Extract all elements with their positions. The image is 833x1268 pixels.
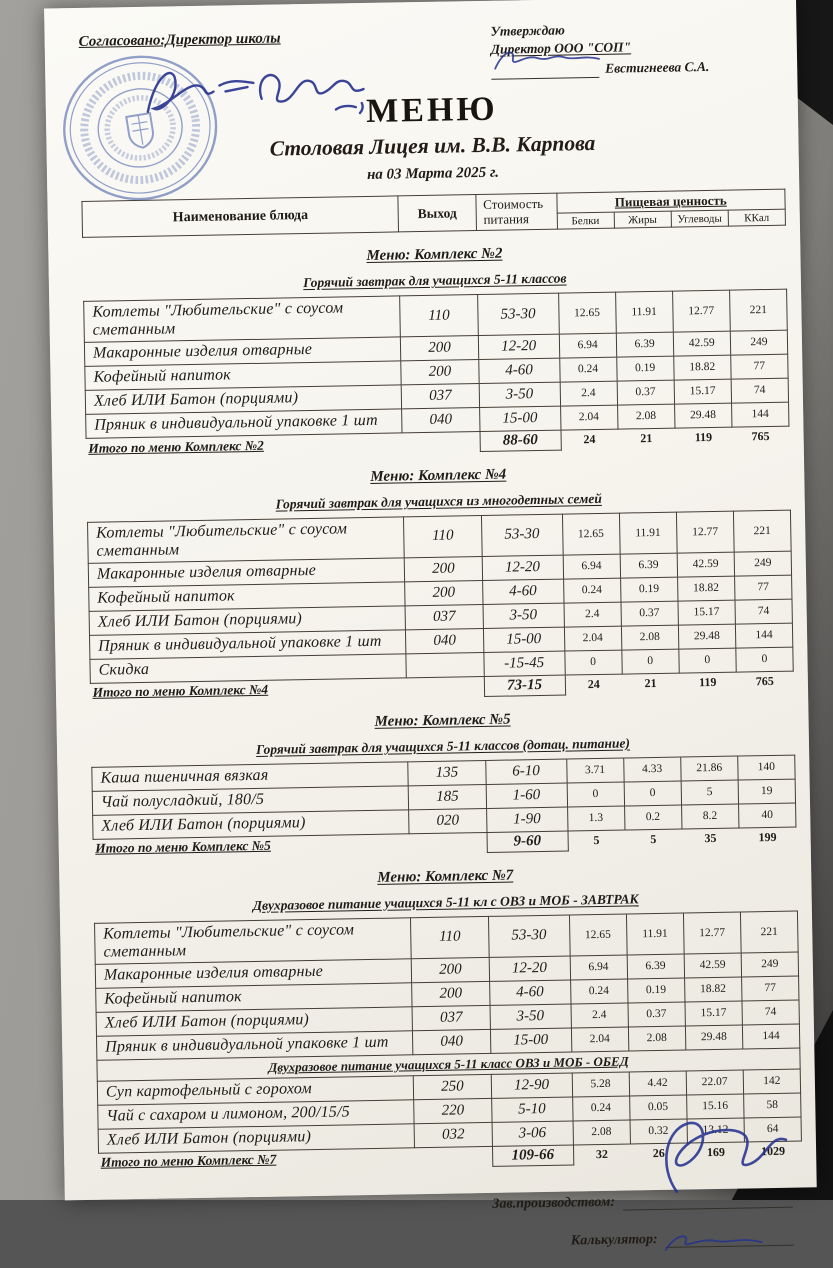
cell-value: 037	[405, 604, 483, 629]
cell-value: 144	[742, 1024, 800, 1049]
cell-value	[406, 652, 484, 677]
menu-sections	[82, 241, 802, 1174]
cell-value: 2.08	[621, 625, 679, 650]
total-carbs: 35	[704, 830, 717, 846]
cell-value: 12.77	[672, 290, 730, 332]
cell-value: 12.77	[676, 511, 734, 553]
section-title: Меню: Комплекс №5	[374, 711, 511, 730]
cell-value: 185	[409, 784, 487, 809]
total-cost: 73-15	[484, 675, 565, 696]
cell-value: 15-00	[483, 627, 564, 652]
cell-value: 3-50	[483, 603, 564, 628]
cell-value: 15.16	[686, 1094, 744, 1119]
cell-value: 22.07	[686, 1070, 744, 1095]
cell-value: 74	[742, 1000, 800, 1025]
col-protein-header: Белки	[557, 212, 614, 229]
total-kcal: 1029	[760, 1143, 786, 1159]
total-carbs: 119	[698, 674, 717, 690]
production-manager-signature	[647, 1103, 799, 1206]
cell-value: 221	[733, 510, 791, 552]
cell-value: 58	[743, 1093, 801, 1118]
total-cost: 9-60	[487, 831, 568, 852]
dish-name: Кофейный напиток	[85, 361, 402, 391]
cell-value: 2.4	[564, 602, 622, 627]
approver-signature	[489, 41, 610, 79]
total-fat: 5	[650, 831, 657, 847]
cell-value: 4-60	[489, 980, 570, 1005]
cell-value: 2.4	[571, 1003, 629, 1028]
school-director-signature	[137, 53, 378, 132]
group-subtitle: Двухразовое питание учащихся 5-11 класс ОВЗ и МОБ - ОБЕД	[97, 1048, 800, 1081]
cell-value: 77	[741, 976, 799, 1001]
cell-value: 18.82	[684, 977, 742, 1002]
total-protein: 32	[595, 1146, 609, 1161]
dish-name: Хлеб ИЛИ Батон (порциями)	[89, 606, 406, 636]
dish-name: Макаронные изделия отварные	[84, 337, 401, 367]
cell-value: 15-00	[490, 1028, 571, 1053]
group-subtitle: Горячий завтрак для учащихся 5-11 классов (дотац. питание)	[255, 735, 631, 757]
cell-value: 020	[409, 808, 487, 833]
menu-section	[86, 462, 794, 704]
dish-name: Хлеб ИЛИ Батон (порциями)	[98, 1123, 415, 1153]
total-protein: 5	[593, 832, 600, 848]
total-cost: 109-66	[492, 1145, 573, 1166]
total-protein: 24	[583, 432, 596, 447]
cell-value: 0	[736, 647, 794, 672]
calculator-signature	[659, 1226, 770, 1258]
cell-value: 200	[401, 335, 479, 360]
cell-value: 42.59	[677, 552, 735, 577]
total-label: Итого по меню Комплекс №4	[92, 682, 269, 701]
total-fat: 26	[652, 1145, 665, 1160]
cell-value: 11.91	[619, 512, 677, 554]
cell-value: 15-00	[479, 406, 560, 431]
cell-value: 6.94	[563, 554, 621, 579]
cell-value: 29.48	[678, 624, 736, 649]
cell-value: 0	[564, 650, 622, 675]
cell-value: 0.19	[627, 978, 685, 1003]
cell-value: 40	[738, 803, 796, 828]
cell-value: 200	[401, 359, 479, 384]
cell-value: 0	[567, 782, 625, 807]
menu-table	[83, 289, 790, 459]
cell-value: 42.59	[673, 331, 731, 356]
cell-value: 18.82	[677, 576, 735, 601]
menu-section	[82, 241, 789, 459]
cell-value: -15-45	[484, 651, 565, 676]
cell-value: 12-20	[482, 555, 563, 580]
total-label: Итого по меню Комплекс №7	[100, 1151, 277, 1171]
cell-value: 12-20	[478, 334, 559, 359]
total-spacer	[409, 832, 487, 853]
cell-value: 18.82	[673, 355, 731, 380]
cell-value: 4-60	[482, 579, 563, 604]
cell-value: 0	[624, 781, 682, 806]
cell-value: 2.4	[560, 381, 618, 406]
cell-value: 200	[412, 957, 490, 982]
col-carbs-header: Углеводы	[671, 210, 728, 227]
agreed-label: Согласовано:Директор школы	[78, 30, 281, 50]
cell-value: 037	[412, 1005, 490, 1030]
cell-value: 12-20	[489, 956, 570, 981]
cell-value: 15.17	[685, 1001, 743, 1026]
cell-value: 6.39	[616, 332, 674, 357]
cell-value: 200	[405, 580, 483, 605]
cell-value: 200	[412, 981, 490, 1006]
col-kcal-header: ККал	[728, 209, 785, 226]
cell-value: 0	[679, 648, 737, 673]
cell-value: 1.3	[567, 806, 625, 831]
menu-table	[91, 754, 797, 859]
cell-value: 2.04	[560, 405, 618, 430]
col-output-header: Выход	[398, 195, 476, 232]
cell-value: 77	[731, 354, 789, 379]
total-spacer	[415, 1146, 493, 1167]
cell-value: 037	[402, 383, 480, 408]
cell-value: 4-60	[478, 358, 559, 383]
dish-name: Макаронные изделия отварные	[88, 558, 405, 588]
cell-value: 74	[735, 599, 793, 624]
dish-name: Хлеб ИЛИ Батон (порциями)	[85, 385, 402, 415]
total-cost: 88-60	[480, 430, 561, 451]
total-spacer	[402, 431, 480, 452]
menu-section	[90, 706, 796, 859]
cell-value: 249	[734, 551, 792, 576]
cell-value: 12.77	[683, 912, 741, 954]
manager-label: Зав.производством:	[492, 1194, 616, 1212]
cell-value: 0.24	[563, 578, 621, 603]
cell-value: 2.08	[628, 1026, 686, 1051]
cell-value: 3-06	[492, 1121, 573, 1146]
cell-value: 53-30	[481, 514, 563, 556]
col-name-header: Наименование блюда	[82, 196, 399, 238]
menu-table	[87, 510, 794, 704]
cell-value: 110	[404, 515, 482, 557]
cell-value: 42.59	[684, 953, 742, 978]
cell-value: 4.33	[623, 757, 681, 782]
total-kcal: 765	[755, 673, 774, 689]
total-fat: 21	[640, 431, 653, 446]
total-fat: 21	[644, 675, 657, 691]
dish-name: Котлеты "Любительские" с соусом сметанным	[84, 296, 401, 342]
cell-value: 249	[741, 952, 799, 977]
cell-value: 74	[731, 378, 789, 403]
cell-value: 12.65	[569, 914, 627, 956]
footer-block	[99, 1191, 804, 1257]
cell-value: 21.86	[680, 756, 738, 781]
cell-value: 4.42	[629, 1071, 687, 1096]
cell-value: 13.12	[687, 1118, 745, 1143]
cell-value: 0.37	[628, 1002, 686, 1027]
cell-value: 0.19	[616, 356, 674, 381]
section-title: Меню: Комплекс №7	[377, 867, 514, 886]
total-carbs: 119	[694, 430, 713, 445]
dish-name: Пряник в индивидуальной упаковке 1 шт	[96, 1030, 413, 1060]
col-nutrition-header: Пищевая ценность	[556, 189, 785, 213]
cell-value: 221	[729, 289, 787, 331]
cell-value: 6.39	[627, 954, 685, 979]
cell-value: 12-90	[491, 1073, 572, 1098]
cell-value: 64	[744, 1117, 802, 1142]
group-subtitle: Горячий завтрак для учащихся 5-11 классов	[303, 270, 567, 291]
cell-value: 3.71	[566, 758, 624, 783]
calculator-label: Калькулятор:	[570, 1231, 658, 1249]
cell-value: 6.94	[570, 955, 628, 980]
cell-value: 29.48	[685, 1025, 743, 1050]
cell-value: 0.24	[572, 1096, 630, 1121]
cell-value: 0.37	[617, 380, 675, 405]
cell-value: 144	[731, 402, 789, 427]
cell-value: 0	[621, 649, 679, 674]
cell-value: 53-30	[477, 293, 559, 335]
cell-value: 144	[735, 623, 793, 648]
cell-value: 53-30	[488, 915, 570, 957]
cell-value: 249	[730, 330, 788, 355]
cell-value: 2.08	[617, 404, 675, 429]
cell-value: 0.24	[570, 979, 628, 1004]
cell-value: 142	[743, 1069, 801, 1094]
cell-value: 1-60	[486, 783, 567, 808]
doc-subtitle: Столовая Лицея им. В.В. Карпова	[269, 131, 596, 162]
cell-value: 0.19	[620, 577, 678, 602]
cell-value: 1-90	[486, 807, 567, 832]
cell-value: 11.91	[615, 291, 673, 333]
cell-value: 2.04	[571, 1027, 629, 1052]
cell-value: 110	[400, 295, 478, 337]
cell-value: 6-10	[485, 759, 566, 784]
menu-document	[44, 0, 817, 1249]
cell-value: 19	[738, 779, 796, 804]
cell-value: 2.08	[573, 1120, 631, 1145]
cell-value: 0.05	[629, 1095, 687, 1120]
group-subtitle: Горячий завтрак для учащихся из многодетных семей	[275, 490, 602, 512]
cell-value: 15.17	[678, 600, 736, 625]
cell-value: 032	[414, 1122, 492, 1147]
section-title: Меню: Комплекс №2	[366, 245, 503, 265]
dish-name: Суп картофельный с горохом	[97, 1075, 414, 1105]
dish-name: Кофейный напиток	[96, 982, 413, 1012]
dish-name: Кофейный напиток	[89, 582, 406, 612]
dish-name: Пряник в индивидуальной упаковке 1 шт	[89, 630, 406, 660]
dish-name: Котлеты "Любительские" с соусом сметанным	[88, 517, 405, 563]
cell-value: 29.48	[674, 403, 732, 428]
approve-word: Утверждаю	[490, 22, 565, 39]
cell-value: 220	[414, 1098, 492, 1123]
total-label: Итого по меню Комплекс №2	[88, 437, 264, 456]
cell-value: 200	[405, 556, 483, 581]
approver-name: Евстигнеева С.А.	[605, 59, 710, 76]
cell-value: 221	[740, 911, 798, 953]
dish-name: Макаронные изделия отварные	[95, 958, 412, 988]
cell-value: 12.65	[558, 292, 616, 334]
total-spacer	[407, 676, 485, 697]
col-fat-header: Жиры	[614, 211, 671, 228]
dish-name: Хлеб ИЛИ Батон (порциями)	[96, 1006, 413, 1036]
cell-value: 0.2	[624, 805, 682, 830]
total-carbs: 169	[706, 1144, 726, 1159]
cell-value: 140	[738, 755, 796, 780]
cell-value: 040	[402, 407, 480, 432]
cell-value: 040	[406, 628, 484, 653]
cell-value: 040	[413, 1029, 491, 1054]
approver-title: Директор ООО "СОП"	[490, 38, 632, 57]
total-label: Итого по меню Комплекс №5	[95, 838, 271, 857]
dish-name: Чай с сахаром и лимоном, 200/15/5	[98, 1099, 415, 1129]
total-kcal: 765	[751, 429, 770, 444]
dish-name: Котлеты "Любительские" с соусом сметанным	[95, 918, 412, 964]
total-protein: 24	[587, 676, 600, 692]
cell-value: 0.24	[559, 357, 617, 382]
col-cost-header: Стоимость питания	[476, 193, 557, 230]
cell-value: 5	[681, 780, 739, 805]
cell-value: 6.39	[620, 553, 678, 578]
doc-date: на 03 Марта 2025 г.	[366, 164, 500, 184]
dish-name: Пряник в индивидуальной упаковке 1 шт	[86, 409, 403, 439]
cell-value: 0.32	[630, 1119, 688, 1144]
cell-value: 3-50	[479, 382, 560, 407]
total-kcal: 199	[758, 829, 777, 845]
doc-title: МЕНЮ	[365, 90, 498, 130]
cell-value: 135	[408, 760, 486, 785]
cell-value: 15.17	[674, 379, 732, 404]
cell-value: 11.91	[626, 913, 684, 955]
cell-value: 12.65	[562, 513, 620, 555]
dish-name: Хлеб ИЛИ Батон (порциями)	[93, 810, 410, 840]
cell-value: 5-10	[491, 1097, 572, 1122]
cell-value: 2.04	[564, 626, 622, 651]
cell-value: 8.2	[681, 804, 739, 829]
dish-name: Чай полусладкий, 180/5	[92, 786, 409, 816]
cell-value: 110	[411, 916, 489, 958]
cell-value: 5.28	[572, 1072, 630, 1097]
dish-name: Каша пшеничная вязкая	[92, 762, 409, 792]
cell-value: 0.37	[621, 601, 679, 626]
dish-name: Скидка	[90, 654, 407, 684]
cell-value: 250	[414, 1074, 492, 1099]
cell-value: 6.94	[559, 333, 617, 358]
cell-value: 77	[734, 575, 792, 600]
section-title: Меню: Комплекс №4	[370, 466, 507, 485]
cell-value: 3-50	[490, 1004, 571, 1029]
group-subtitle: Двухразовое питание учащихся 5-11 кл с ОВЗ и МОБ - ЗАВТРАК	[252, 891, 639, 913]
